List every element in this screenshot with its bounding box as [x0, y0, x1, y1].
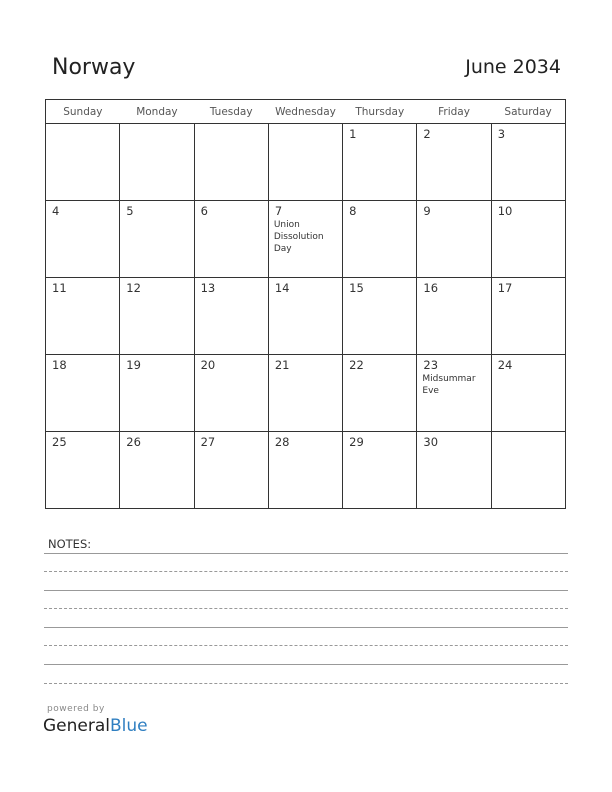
- day-cell: [194, 432, 268, 509]
- day-cell: [417, 432, 491, 509]
- day-number: 8: [349, 204, 357, 218]
- day-cell: [194, 278, 268, 355]
- day-number: 9: [423, 204, 431, 218]
- day-number: 25: [52, 435, 67, 449]
- day-number: 11: [52, 281, 67, 295]
- day-number: 6: [200, 204, 208, 218]
- day-cell: [194, 124, 268, 201]
- weekday-friday: Friday: [417, 100, 491, 124]
- weekday-header-row: [46, 100, 566, 124]
- week-row: [46, 124, 566, 201]
- day-number: 20: [200, 358, 216, 372]
- day-cell: [491, 278, 565, 355]
- day-cell: [491, 432, 565, 509]
- day-number: 30: [423, 435, 439, 449]
- brand-general: General: [43, 716, 110, 736]
- holiday-label: Union Dissolution Day: [273, 220, 324, 254]
- day-number: 13: [200, 281, 216, 295]
- day-cell: [417, 355, 491, 432]
- day-cell: [343, 355, 417, 432]
- day-number: 21: [274, 358, 290, 372]
- day-cell: [120, 355, 194, 432]
- day-cell: [491, 124, 565, 201]
- day-cell: [343, 278, 417, 355]
- day-cell: [268, 432, 342, 509]
- notes-line: [44, 664, 568, 665]
- country-title: Norway: [52, 55, 136, 80]
- day-number: 14: [274, 281, 290, 295]
- day-number: 7: [274, 204, 283, 218]
- day-cell: [46, 432, 120, 509]
- weekday-sunday: Sunday: [46, 100, 120, 124]
- day-number: 22: [349, 358, 364, 372]
- day-number: 1: [349, 127, 357, 141]
- holiday-label: Midsummar Eve: [422, 374, 476, 396]
- day-cell: [343, 124, 417, 201]
- day-cell: [343, 432, 417, 509]
- day-number: 16: [423, 281, 439, 295]
- day-cell: [120, 201, 194, 278]
- day-cell: [417, 278, 491, 355]
- week-row: [46, 432, 566, 509]
- day-cell: [120, 278, 194, 355]
- week-row: [46, 278, 566, 355]
- day-number: 29: [349, 435, 364, 449]
- day-number: 5: [126, 204, 134, 218]
- day-cell: [46, 201, 120, 278]
- day-number: 28: [274, 435, 290, 449]
- day-cell: [491, 201, 565, 278]
- generalblue-logo: [43, 716, 148, 736]
- day-cell: [46, 278, 120, 355]
- day-number: 26: [126, 435, 141, 449]
- day-number: 19: [126, 358, 141, 372]
- day-number: 2: [423, 127, 431, 141]
- day-cell: [120, 124, 194, 201]
- notes-line: [44, 553, 568, 554]
- day-cell: [268, 278, 342, 355]
- day-number: 3: [497, 127, 506, 141]
- day-cell: [268, 124, 342, 201]
- weekday-wednesday: Wednesday: [268, 100, 342, 124]
- calendar-grid: [45, 99, 566, 509]
- day-number: 23: [423, 358, 439, 372]
- notes-line: [44, 590, 568, 591]
- notes-label: NOTES:: [48, 537, 92, 551]
- day-cell: [194, 201, 268, 278]
- day-cell: [46, 355, 120, 432]
- notes-line: [44, 645, 568, 646]
- day-number: 24: [497, 358, 513, 372]
- weekday-tuesday: Tuesday: [194, 100, 268, 124]
- day-cell: [194, 355, 268, 432]
- day-number: 15: [349, 281, 364, 295]
- brand-blue: Blue: [110, 716, 148, 736]
- day-cell: [343, 201, 417, 278]
- day-cell: [268, 355, 342, 432]
- month-year-title: June 2034: [465, 56, 561, 78]
- day-cell: [417, 201, 491, 278]
- day-number: 18: [52, 358, 67, 372]
- weekday-monday: Monday: [120, 100, 194, 124]
- week-row: [46, 201, 566, 278]
- day-cell: [268, 201, 342, 278]
- day-cell: [491, 355, 565, 432]
- day-number: 10: [497, 204, 513, 218]
- day-cell: [417, 124, 491, 201]
- day-number: 27: [200, 435, 216, 449]
- day-cell: [120, 432, 194, 509]
- notes-line: [44, 571, 568, 572]
- notes-line: [44, 627, 568, 628]
- week-row: [46, 355, 566, 432]
- notes-line: [44, 683, 568, 684]
- powered-by-text: powered by: [47, 704, 105, 714]
- day-number: 17: [497, 281, 513, 295]
- day-number: 12: [126, 281, 141, 295]
- notes-line: [44, 608, 568, 609]
- day-cell: [46, 124, 120, 201]
- weekday-saturday: Saturday: [491, 100, 565, 124]
- day-number: 4: [52, 204, 60, 218]
- weekday-thursday: Thursday: [343, 100, 417, 124]
